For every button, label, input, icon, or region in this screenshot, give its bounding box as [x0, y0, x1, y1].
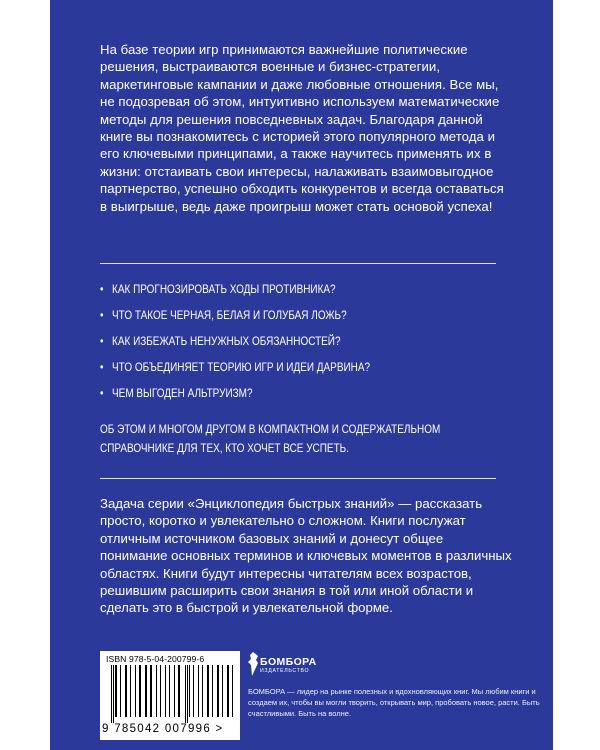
barcode-bar: [135, 665, 136, 717]
barcode-bar: [145, 665, 147, 717]
barcode-bar: [165, 665, 166, 717]
barcode-bars: [107, 665, 233, 723]
isbn-label: ISBN 978-5-04-200799-6: [106, 654, 205, 664]
barcode-block: [100, 651, 240, 740]
bullet-icon: •: [100, 283, 104, 296]
bullet-icon: •: [100, 309, 104, 322]
barcode-bar: [178, 665, 180, 717]
series-description: Задача серии «Энциклопедия быстрых знаний» — рассказать просто, коротко и увлекательно о сложном. Книги послужат отличным источником базовых знаний и донесут общее понимание основных терминов и ключевых моментов в различных областях. Книги будут интересны читателям всех возрастов, решившим расширить свои знания в той или иной области и сделать это в быстрой и увлекательной форме.: [100, 496, 512, 616]
publisher-name: БОМБОРА: [260, 656, 317, 668]
barcode-digits: 9 785042 007996 >: [102, 723, 224, 735]
barcode-bar: [198, 665, 199, 717]
barcode-bar: [222, 665, 223, 717]
publisher-subtitle: ИЗДАТЕЛЬСТВО: [260, 668, 310, 674]
divider-bottom: [100, 478, 496, 479]
barcode-bar: [125, 665, 127, 717]
barcode-bar: [202, 665, 203, 717]
question-item: • ЧТО ОБЪЕДИНЯЕТ ТЕОРИЮ ИГР И ИДЕИ ДАРВИНА?: [100, 361, 371, 374]
barcode-bar: [120, 665, 121, 717]
barcode-bar: [156, 665, 157, 717]
barcode-bar: [193, 665, 194, 717]
book-back-cover: [50, 0, 553, 750]
barcode-bar: [111, 665, 112, 723]
barcode-bar: [160, 665, 161, 717]
question-item: • ЧЕМ ВЫГОДЕН АЛЬТРУИЗМ?: [100, 387, 253, 400]
barcode-bar: [115, 665, 117, 717]
barcode-bar: [217, 665, 219, 717]
barcode-bar: [150, 665, 152, 717]
barcode-bar: [139, 665, 141, 717]
question-item: • КАК ИЗБЕЖАТЬ НЕНУЖНЫХ ОБЯЗАННОСТЕЙ?: [100, 335, 341, 348]
barcode-bar: [189, 665, 190, 717]
bullet-icon: •: [100, 387, 104, 400]
barcode-bar: [174, 665, 175, 717]
barcode-bar: [227, 665, 229, 717]
barcode-bar: [232, 665, 233, 717]
barcode-bar: [212, 665, 213, 717]
barcode-bar: [187, 665, 188, 723]
barcode-bar: [169, 665, 170, 717]
publisher-block: [240, 647, 540, 747]
bullet-icon: •: [100, 361, 104, 374]
barcode-bar: [130, 665, 131, 717]
question-item: • КАК ПРОГНОЗИРОВАТЬ ХОДЫ ПРОТИВНИКА?: [100, 283, 336, 296]
barcode-bar: [185, 665, 186, 723]
summary-text: ОБ ЭТОМ И МНОГОМ ДРУГОМ В КОМПАКТНОМ И СОДЕРЖАТЕЛЬНОМ СПРАВОЧНИКЕ ДЛЯ ТЕХ, КТО ХОЧЕТ ВСЕ УСПЕТЬ.: [100, 423, 441, 455]
barcode-bar: [113, 665, 114, 723]
intro-paragraph: На базе теории игр принимаются важнейшие политические решения, выстраиваются военные и бизнес-стратегии, маркетинговые кампании и даже любовные отношения. Все мы, не подозревая об этом, интуитивно используем математические методы для решения повседневных задач. Благодаря данной книге вы познакомитесь с историей этого популярного метода и его ключевыми принципами, а также научитесь применять их в жизни: отстаивать свои интересы, налаживать взаимовыгодное партнерство, успешно обходить конкурентов и всегда оставаться в выигрыше, ведь даже проигрыш может стать основой успеха!: [100, 42, 504, 214]
question-item: • ЧТО ТАКОЕ ЧЕРНАЯ, БЕЛАЯ И ГОЛУБАЯ ЛОЖЬ?: [100, 309, 347, 322]
barcode-bar: [207, 665, 209, 717]
divider-top: [100, 263, 496, 264]
bombora-wave-logo-icon: [247, 651, 259, 677]
publisher-tagline: БОМБОРА — лидер на рынке полезных и вдохновляющих книг. Мы любим книги и создаем их, чтобы вы могли творить, открывать мир, пробовать новое, расти. Быть счастливыми. Быть на волне.: [248, 687, 540, 718]
question-list: [100, 283, 453, 413]
bullet-icon: •: [100, 335, 104, 348]
